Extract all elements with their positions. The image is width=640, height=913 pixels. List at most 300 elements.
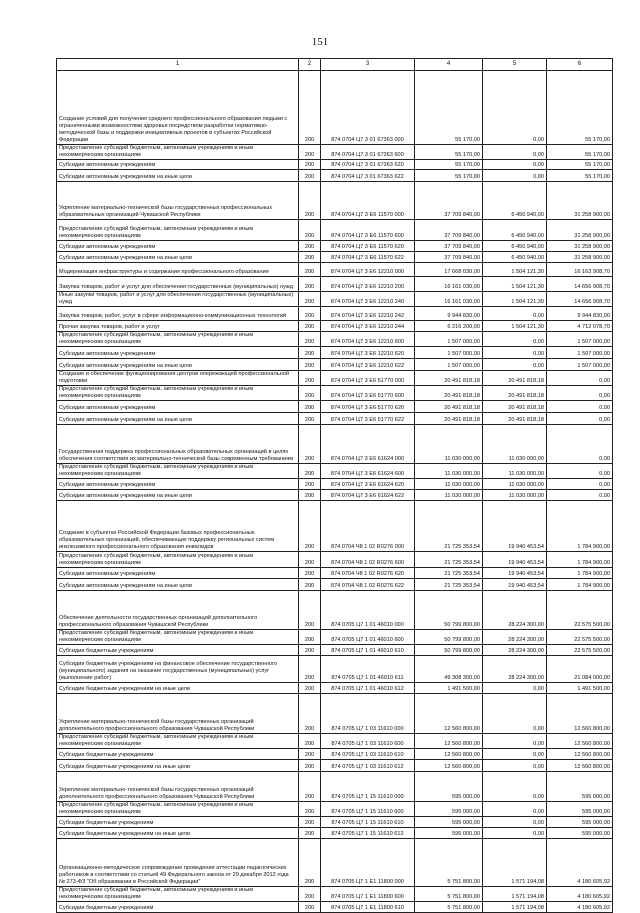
table-cell-4: 55 170,00 [415, 71, 483, 145]
table-cell-1: Прочая закупка товаров, работ и услуг [57, 321, 299, 332]
table-row [57, 579, 613, 591]
table-cell-4: 12 560 800,00 [415, 694, 483, 734]
table-cell-5: 20 491 818,18 [483, 371, 547, 386]
table-cell-1: Субсидии бюджетным учреждениям [57, 645, 299, 656]
table-cell-4: 37 709 840,00 [415, 252, 483, 263]
table-cell-2: 200 [299, 425, 321, 464]
table-cell-4: 11 030 000,00 [415, 490, 483, 501]
table-cell-2: 200 [299, 683, 321, 694]
table-cell-5: 0,00 [483, 694, 547, 734]
table-cell-3: 874 0705 Ц7 1 15 11610 612 [321, 828, 415, 839]
table-cell-6: 0,00 [547, 464, 613, 479]
table-cell-5: 19 940 453,54 [483, 579, 547, 591]
table-cell-2: 200 [299, 347, 321, 359]
table-cell-4: 20 491 818,18 [415, 401, 483, 413]
table-cell-3: 874 0704 Ч8 1 02 R0276 620 [321, 568, 415, 579]
table-cell-4: 21 725 353,54 [415, 552, 483, 568]
table-cell-1: Предоставление субсидий бюджетным, автономным учреждениям и иным некоммерческим организациям [57, 220, 299, 241]
table-cell-6: 0,00 [547, 386, 613, 401]
table-row [57, 182, 613, 220]
table-row [57, 839, 613, 887]
table-cell-2: 200 [299, 332, 321, 347]
table-cell-5: 0,00 [483, 332, 547, 347]
table-cell-4: 6 216 200,00 [415, 321, 483, 332]
table-cell-6: 4 180 605,92 [547, 902, 613, 913]
table-cell-3: 874 0704 Ц7 3 01 67363 622 [321, 170, 415, 182]
table-cell-6: 16 163 908,70 [547, 263, 613, 277]
table-cell-5: 19 940 453,54 [483, 501, 547, 552]
table-cell-5: 6 450 940,00 [483, 241, 547, 252]
table-cell-2: 200 [299, 839, 321, 887]
table-cell-1: Предоставление субсидий бюджетным, автономным учреждениям и иным некоммерческим организациям [57, 464, 299, 479]
table-cell-1: Модернизация инфраструктуры и содержания профессионального образования [57, 263, 299, 277]
table-cell-2: 200 [299, 252, 321, 263]
table-cell-5: 6 450 940,00 [483, 220, 547, 241]
table-row [57, 241, 613, 252]
header-cell-2: 2 [299, 59, 321, 71]
table-cell-4: 21 725 353,54 [415, 568, 483, 579]
table-cell-5: 0,00 [483, 734, 547, 749]
table-row [57, 902, 613, 913]
table-cell-3: 874 0704 Ц7 3 Е6 51770 620 [321, 401, 415, 413]
table-cell-4: 21 725 353,54 [415, 501, 483, 552]
table-cell-5: 1 571 194,08 [483, 902, 547, 913]
table-cell-2: 200 [299, 490, 321, 501]
table-cell-6: 14 656 908,70 [547, 292, 613, 307]
table-cell-1: Предоставление субсидий бюджетным, автономным учреждениям и иным некоммерческим организациям [57, 145, 299, 160]
table-cell-6: 595 000,00 [547, 828, 613, 839]
table-cell-5: 0,00 [483, 749, 547, 760]
table-cell-3: 874 0705 Ц7 1 15 11610 610 [321, 817, 415, 828]
table-cell-6: 14 656 908,70 [547, 277, 613, 292]
table-row [57, 321, 613, 332]
table-row [57, 591, 613, 630]
table-cell-2: 200 [299, 145, 321, 160]
table-cell-5: 1 571 194,08 [483, 887, 547, 902]
table-cell-6: 22 575 500,00 [547, 591, 613, 630]
table-cell-4: 20 491 818,18 [415, 413, 483, 425]
table-cell-2: 200 [299, 371, 321, 386]
table-cell-6: 55 170,00 [547, 160, 613, 170]
table-cell-3: 874 0704 Ц7 3 Е6 11570 620 [321, 241, 415, 252]
table-cell-3: 874 0704 Ц7 3 Е6 61624 000 [321, 425, 415, 464]
table-cell-2: 200 [299, 817, 321, 828]
header-cell-3: 3 [321, 59, 415, 71]
table-row [57, 413, 613, 425]
table-cell-5: 19 940 453,54 [483, 568, 547, 579]
table-cell-4: 17 668 030,00 [415, 263, 483, 277]
table-cell-2: 200 [299, 386, 321, 401]
table-cell-2: 200 [299, 501, 321, 552]
table-cell-3: 874 0705 Ц7 1 01 46010 612 [321, 683, 415, 694]
table-cell-4: 11 030 000,00 [415, 425, 483, 464]
table-cell-2: 200 [299, 359, 321, 371]
table-cell-5: 1 504 121,30 [483, 321, 547, 332]
table-cell-4: 5 751 800,00 [415, 887, 483, 902]
table-cell-6: 55 170,00 [547, 71, 613, 145]
table-cell-2: 200 [299, 71, 321, 145]
header-cell-6: 6 [547, 59, 613, 71]
table-cell-4: 55 170,00 [415, 145, 483, 160]
table-cell-3: 874 0704 Ч8 1 02 R0276 000 [321, 501, 415, 552]
table-cell-5: 11 030 000,00 [483, 464, 547, 479]
table-cell-2: 200 [299, 220, 321, 241]
table-cell-5: 0,00 [483, 359, 547, 371]
table-row [57, 371, 613, 386]
table-cell-1: Субсидии автономным учреждениям [57, 160, 299, 170]
table-cell-1: Предоставление субсидий бюджетным, автономным учреждениям и иным некоммерческим организациям [57, 332, 299, 347]
table-cell-1: Закупка товаров, работ и услуг для обеспечения государственных (муниципальных) нужд [57, 277, 299, 292]
table-cell-4: 12 560 800,00 [415, 749, 483, 760]
table-cell-5: 0,00 [483, 683, 547, 694]
table-cell-6: 55 170,00 [547, 145, 613, 160]
table-cell-6: 1 784 900,00 [547, 552, 613, 568]
table-cell-6: 9 944 830,00 [547, 307, 613, 321]
table-cell-4: 12 560 800,00 [415, 760, 483, 772]
table-row [57, 145, 613, 160]
table-row [57, 630, 613, 645]
table-cell-1: Закупка товаров, работ, услуг в сфере информационно-коммуникационных технологий [57, 307, 299, 321]
table-row [57, 749, 613, 760]
table-cell-2: 200 [299, 401, 321, 413]
table-row [57, 347, 613, 359]
table-row [57, 307, 613, 321]
table-cell-2: 200 [299, 887, 321, 902]
table-row [57, 401, 613, 413]
table-cell-1: Предоставление субсидий бюджетным, автономным учреждениям и иным некоммерческим организациям [57, 802, 299, 817]
table-cell-4: 1 507 000,00 [415, 332, 483, 347]
table-cell-3: 874 0704 Ц7 3 Е6 11570 622 [321, 252, 415, 263]
table-cell-2: 200 [299, 182, 321, 220]
table-row [57, 802, 613, 817]
table-cell-6: 22 575 500,00 [547, 645, 613, 656]
table-cell-3: 874 0705 Ц7 1 01 46010 600 [321, 630, 415, 645]
table-row [57, 490, 613, 501]
table-cell-2: 200 [299, 579, 321, 591]
table-cell-5: 28 224 300,00 [483, 656, 547, 683]
table-cell-4: 50 799 800,00 [415, 630, 483, 645]
table-cell-6: 1 507 000,00 [547, 347, 613, 359]
table-cell-5: 0,00 [483, 307, 547, 321]
table-cell-4: 595 000,00 [415, 802, 483, 817]
table-cell-4: 1 507 000,00 [415, 359, 483, 371]
table-cell-1: Предоставление субсидий бюджетным, автономным учреждениям и иным некоммерческим организациям [57, 552, 299, 568]
table-cell-4: 1 491 500,00 [415, 683, 483, 694]
table-cell-1: Субсидии автономным учреждениям [57, 347, 299, 359]
table-cell-2: 200 [299, 321, 321, 332]
header-cell-4: 4 [415, 59, 483, 71]
table-cell-3: 874 0704 Ц7 3 Е6 12210 622 [321, 359, 415, 371]
table-cell-2: 200 [299, 749, 321, 760]
table-cell-6: 0,00 [547, 479, 613, 490]
table-cell-4: 595 000,00 [415, 817, 483, 828]
table-cell-4: 21 725 353,54 [415, 579, 483, 591]
table-cell-4: 50 799 800,00 [415, 645, 483, 656]
table-cell-1: Субсидии бюджетным учреждениям на иные цели [57, 828, 299, 839]
table-cell-4: 595 000,00 [415, 828, 483, 839]
table-cell-1: Организационно-методическое сопровождение проведения аттестации педагогических работников в соответствии со статьей 49 Федерального закона от 29 декабря 2012 года № 273-ФЗ "Об образовании в Российской Федерации" [57, 839, 299, 887]
table-cell-4: 595 000,00 [415, 772, 483, 802]
table-cell-1: Предоставление субсидий бюджетным, автономным учреждениям и иным некоммерческим организациям [57, 630, 299, 645]
table-row [57, 694, 613, 734]
table-cell-2: 200 [299, 263, 321, 277]
table-cell-5: 0,00 [483, 760, 547, 772]
table-cell-5: 28 224 300,00 [483, 645, 547, 656]
table-cell-3: 874 0704 Ц7 3 Е6 61624 620 [321, 479, 415, 490]
table-cell-2: 200 [299, 828, 321, 839]
table-cell-5: 28 224 300,00 [483, 630, 547, 645]
table-cell-2: 200 [299, 591, 321, 630]
table-row [57, 828, 613, 839]
table-cell-4: 50 799 800,00 [415, 591, 483, 630]
table-cell-3: 874 0704 Ц7 3 Е6 12210 200 [321, 277, 415, 292]
table-cell-2: 200 [299, 902, 321, 913]
table-row [57, 252, 613, 263]
table-cell-6: 12 560 800,00 [547, 734, 613, 749]
table-row [57, 220, 613, 241]
table-cell-3: 874 0704 Ц7 3 Е6 12210 242 [321, 307, 415, 321]
table-cell-5: 0,00 [483, 160, 547, 170]
table-cell-5: 20 491 818,18 [483, 413, 547, 425]
table-header-row [57, 59, 613, 71]
table-cell-3: 874 0704 Ц7 3 01 67363 620 [321, 160, 415, 170]
table-cell-4: 11 030 000,00 [415, 464, 483, 479]
table-cell-1: Иные закупки товаров, работ и услуг для обеспечения государственных (муниципальных) нужд [57, 292, 299, 307]
table-cell-5: 1 504 121,30 [483, 292, 547, 307]
table-cell-6: 31 258 900,00 [547, 252, 613, 263]
table-row [57, 760, 613, 772]
table-cell-3: 874 0705 Ц7 1 03 11610 000 [321, 694, 415, 734]
table-cell-3: 874 0704 Ц7 3 Е6 12210 620 [321, 347, 415, 359]
table-cell-3: 874 0704 Ц7 3 Е6 12210 600 [321, 332, 415, 347]
table-cell-4: 49 308 300,00 [415, 656, 483, 683]
table-cell-3: 874 0704 Ц7 3 Е6 12210 000 [321, 263, 415, 277]
table-row [57, 359, 613, 371]
table-cell-3: 874 0705 Ц7 1 01 46010 611 [321, 656, 415, 683]
table-cell-3: 874 0705 Ц7 1 03 11610 600 [321, 734, 415, 749]
table-cell-4: 16 161 030,00 [415, 292, 483, 307]
table-cell-2: 200 [299, 760, 321, 772]
table-cell-4: 9 944 830,00 [415, 307, 483, 321]
table-cell-2: 200 [299, 772, 321, 802]
table-cell-6: 1 491 500,00 [547, 683, 613, 694]
table-cell-3: 874 0705 Ц7 1 15 11610 600 [321, 802, 415, 817]
table-row [57, 425, 613, 464]
table-cell-5: 0,00 [483, 817, 547, 828]
table-cell-1: Субсидии автономным учреждениям на иные цели [57, 413, 299, 425]
table-cell-1: Субсидии бюджетным учреждениям [57, 749, 299, 760]
table-row [57, 887, 613, 902]
table-cell-5: 6 450 940,00 [483, 182, 547, 220]
table-row [57, 552, 613, 568]
table-cell-6: 4 712 078,70 [547, 321, 613, 332]
table-cell-6: 0,00 [547, 490, 613, 501]
table-cell-3: 874 0705 Ц7 1 03 11610 612 [321, 760, 415, 772]
table-cell-1: Субсидии автономным учреждениям на иные цели [57, 359, 299, 371]
table-cell-6: 1 784 900,00 [547, 501, 613, 552]
table-cell-6: 1 507 000,00 [547, 332, 613, 347]
table-row [57, 817, 613, 828]
table-cell-3: 874 0704 Ц7 3 Е6 51770 622 [321, 413, 415, 425]
table-cell-3: 874 0704 Ц7 3 Е6 51770 600 [321, 386, 415, 401]
table-cell-5: 6 450 940,00 [483, 252, 547, 263]
table-cell-3: 874 0705 Ц7 1 Е1 11800 600 [321, 887, 415, 902]
table-cell-2: 200 [299, 307, 321, 321]
table-cell-5: 0,00 [483, 170, 547, 182]
table-cell-4: 12 560 800,00 [415, 734, 483, 749]
table-cell-2: 200 [299, 292, 321, 307]
table-cell-1: Обеспечение деятельности государственных организаций дополнительного профессионального образования Чувашской Республики [57, 591, 299, 630]
table-cell-1: Субсидии автономным учреждениям [57, 568, 299, 579]
table-cell-3: 874 0705 Ц7 1 Е1 11800 000 [321, 839, 415, 887]
table-cell-1: Субсидии автономным учреждениям на иные цели [57, 170, 299, 182]
table-cell-4: 55 170,00 [415, 160, 483, 170]
table-cell-3: 874 0705 Ц7 1 03 11610 610 [321, 749, 415, 760]
header-cell-5: 5 [483, 59, 547, 71]
table-cell-1: Субсидии бюджетным учреждениям на иные цели [57, 760, 299, 772]
table-cell-1: Государственная поддержка профессиональных образовательных организаций в целях обеспечения соответствия их материально-технической базы современным требованиям [57, 425, 299, 464]
table-cell-6: 12 560 800,00 [547, 694, 613, 734]
table-row [57, 160, 613, 170]
table-cell-2: 200 [299, 694, 321, 734]
table-cell-6: 1 507 000,00 [547, 359, 613, 371]
table-cell-2: 200 [299, 630, 321, 645]
table-cell-6: 1 784 900,00 [547, 579, 613, 591]
table-row [57, 683, 613, 694]
table-cell-2: 200 [299, 160, 321, 170]
table-cell-2: 200 [299, 464, 321, 479]
table-cell-5: 0,00 [483, 828, 547, 839]
table-cell-6: 595 000,00 [547, 772, 613, 802]
table-cell-5: 0,00 [483, 347, 547, 359]
table-cell-5: 0,00 [483, 71, 547, 145]
table-cell-3: 874 0704 Ц7 3 Е6 12210 244 [321, 321, 415, 332]
table-cell-2: 200 [299, 241, 321, 252]
table-cell-1: Субсидии автономным учреждениям [57, 401, 299, 413]
table-row [57, 292, 613, 307]
table-cell-1: Создание и обеспечение функционирования центров опережающей профессиональной подготовки [57, 371, 299, 386]
table-row [57, 71, 613, 145]
table-cell-5: 1 504 121,30 [483, 263, 547, 277]
table-cell-5: 11 030 000,00 [483, 479, 547, 490]
table-cell-3: 874 0705 Ц7 1 Е1 11800 610 [321, 902, 415, 913]
table-cell-5: 11 030 000,00 [483, 425, 547, 464]
table-cell-3: 874 0704 Ц7 3 01 67363 000 [321, 71, 415, 145]
table-cell-3: 874 0704 Ч8 1 02 R0276 600 [321, 552, 415, 568]
table-cell-1: Субсидии автономным учреждениям на иные цели [57, 490, 299, 501]
table-cell-4: 11 030 000,00 [415, 479, 483, 490]
table-cell-6: 21 084 000,00 [547, 656, 613, 683]
table-row [57, 170, 613, 182]
table-cell-5: 28 224 300,00 [483, 591, 547, 630]
table-cell-6: 22 575 500,00 [547, 630, 613, 645]
table-cell-2: 200 [299, 413, 321, 425]
table-row [57, 332, 613, 347]
table-cell-2: 200 [299, 277, 321, 292]
table-cell-2: 200 [299, 734, 321, 749]
table-cell-6: 12 560 800,00 [547, 760, 613, 772]
table-cell-5: 11 030 000,00 [483, 490, 547, 501]
table-cell-6: 4 180 605,92 [547, 839, 613, 887]
table-cell-5: 1 571 194,08 [483, 839, 547, 887]
table-cell-1: Субсидии автономным учреждениям на иные цели [57, 579, 299, 591]
table-cell-4: 16 161 030,00 [415, 277, 483, 292]
table-row [57, 464, 613, 479]
table-cell-6: 31 258 900,00 [547, 182, 613, 220]
table-cell-1: Субсидии автономным учреждениям на иные цели [57, 252, 299, 263]
table-cell-2: 200 [299, 802, 321, 817]
table-cell-1: Предоставление субсидий бюджетным, автономным учреждениям и иным некоммерческим организациям [57, 734, 299, 749]
table-cell-6: 4 180 605,92 [547, 887, 613, 902]
table-cell-5: 1 504 121,30 [483, 277, 547, 292]
table-cell-3: 874 0705 Ц7 1 15 11610 000 [321, 772, 415, 802]
table-row [57, 734, 613, 749]
table-cell-5: 0,00 [483, 802, 547, 817]
budget-table [56, 58, 613, 913]
table-cell-1: Предоставление субсидий бюджетным, автономным учреждениям и иным некоммерческим организациям [57, 386, 299, 401]
table-cell-4: 55 170,00 [415, 170, 483, 182]
table-cell-6: 1 784 900,00 [547, 568, 613, 579]
table-cell-4: 1 507 000,00 [415, 347, 483, 359]
table-cell-1: Субсидии бюджетным учреждениям [57, 817, 299, 828]
table-cell-4: 37 709 840,00 [415, 220, 483, 241]
table-row [57, 263, 613, 277]
table-cell-6: 0,00 [547, 401, 613, 413]
table-cell-5: 19 940 453,54 [483, 552, 547, 568]
page-number: 151 [311, 36, 329, 48]
table-row [57, 656, 613, 683]
table-cell-3: 874 0705 Ц7 1 01 46010 610 [321, 645, 415, 656]
table-cell-1: Субсидии бюджетным учреждениям [57, 902, 299, 913]
table-cell-3: 874 0704 Ц7 3 Е6 11570 600 [321, 220, 415, 241]
table-row [57, 479, 613, 490]
table-cell-1: Субсидии бюджетным учреждениям на иные цели [57, 683, 299, 694]
table-cell-2: 200 [299, 170, 321, 182]
table-cell-1: Создание условий для получения среднего профессионального образования людьми с ограниченными возможностями здоровья посредством разработки нормативно-методической базы и поддержки инициативных проектов в субъектах Российской Федерации [57, 71, 299, 145]
table-cell-4: 20 491 818,18 [415, 386, 483, 401]
table-cell-3: 874 0704 Ц7 3 Е6 12210 240 [321, 292, 415, 307]
table-cell-4: 5 751 800,00 [415, 839, 483, 887]
table-cell-6: 55 170,00 [547, 170, 613, 182]
table-cell-4: 37 709 840,00 [415, 241, 483, 252]
table-cell-3: 874 0705 Ц7 1 01 46010 000 [321, 591, 415, 630]
table-cell-4: 20 491 818,18 [415, 371, 483, 386]
header-cell-1: 1 [57, 59, 299, 71]
table-cell-6: 31 258 900,00 [547, 241, 613, 252]
table-row [57, 386, 613, 401]
table-cell-2: 200 [299, 568, 321, 579]
table-cell-4: 5 751 800,00 [415, 902, 483, 913]
table-cell-6: 0,00 [547, 425, 613, 464]
table-row [57, 568, 613, 579]
table-cell-1: Укрепление материально-технической базы государственных организаций дополнительного профессионального образования Чувашской Республики [57, 772, 299, 802]
table-cell-5: 20 491 818,18 [483, 401, 547, 413]
table-row [57, 772, 613, 802]
table-row [57, 645, 613, 656]
table-cell-1: Создание в субъектах Российской Федерации базовых профессиональных образовательных организаций, обеспечивающих поддержку региональных систем инклюзивного профессионального образования инвалидов [57, 501, 299, 552]
table-cell-1: Укрепление материально-технической базы государственных организаций дополнительного профессионального образования Чувашской Республики [57, 694, 299, 734]
table-cell-1: Укрепление материально-технической базы государственных профессиональных образовательных организаций Чувашской Республики [57, 182, 299, 220]
table-cell-1: Субсидии автономным учреждениям [57, 479, 299, 490]
table-cell-2: 200 [299, 656, 321, 683]
table-cell-6: 595 000,00 [547, 817, 613, 828]
table-cell-5: 20 491 818,18 [483, 386, 547, 401]
table-cell-4: 37 709 840,00 [415, 182, 483, 220]
table-cell-2: 200 [299, 479, 321, 490]
table-cell-2: 200 [299, 645, 321, 656]
table-cell-6: 31 258 900,00 [547, 220, 613, 241]
table-cell-1: Субсидии бюджетным учреждениям на финансовое обеспечение государственного (муниципального) задания на оказание государственных (муниципальных) услуг (выполнение работ) [57, 656, 299, 683]
